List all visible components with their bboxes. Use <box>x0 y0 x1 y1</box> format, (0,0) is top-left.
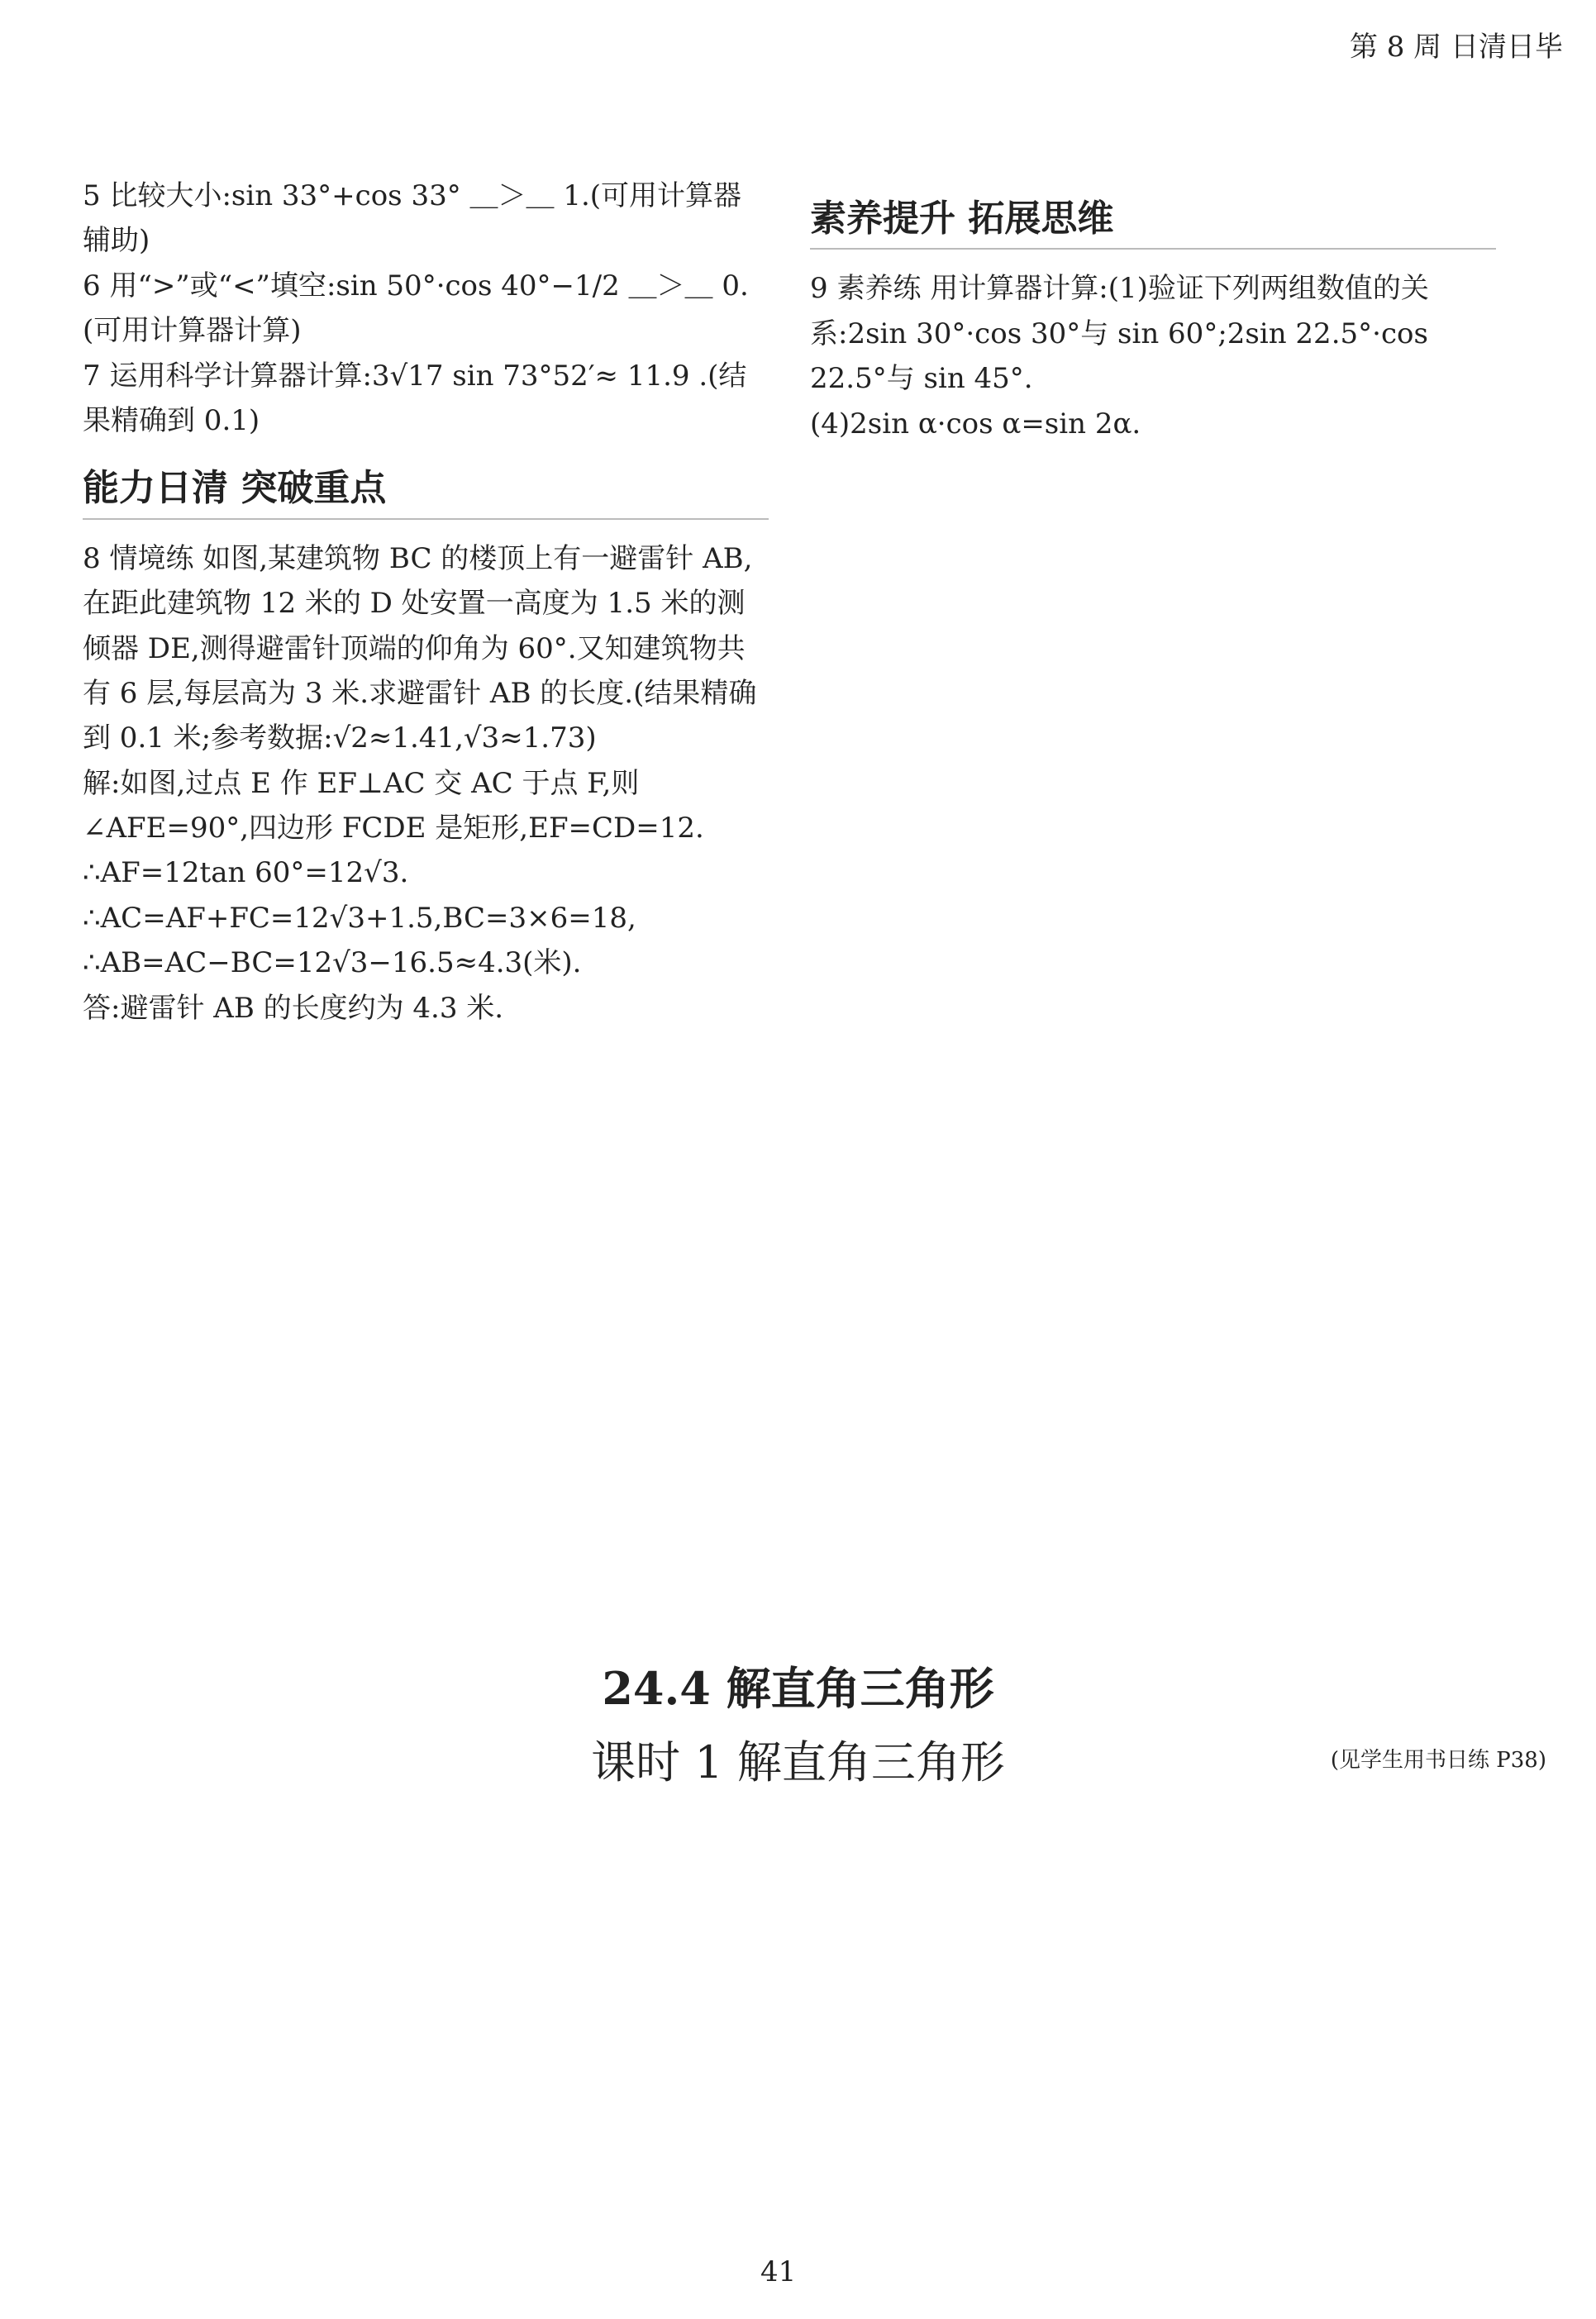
right-column <box>810 174 1496 446</box>
section-title: 24.4 解直角三角形 <box>602 1662 994 1715</box>
header: 第 8 周 日清日毕 <box>1349 31 1563 64</box>
sec-title: 素养提升 拓展思维 <box>810 190 1496 250</box>
sol-4: ∴AB=AC−BC=12√3−16.5≈4.3(米). <box>83 946 582 980</box>
lesson: 课时 1 解直角三角形 <box>591 1736 1005 1788</box>
q7: 7 运用科学计算器计算:3√17 sin 73°52′≈ 11.9 .(结果精确到 0.1) <box>83 359 747 437</box>
q6: 6 用“>”或“<”填空:sin 50°·cos 40°−1/2 ＿＞＿ 0.(可用计算器计算) <box>83 269 749 348</box>
sol-3: ∴AC=AF+FC=12√3+1.5,BC=3×6=18, <box>83 901 636 935</box>
left-column <box>83 174 769 1031</box>
sol-1: 解:如图,过点 E 作 EF⊥AC 交 AC 于点 F,则∠AFE=90°,四边形 FCDE 是矩形,EF=CD=12. <box>83 766 704 845</box>
q9: 9 素养练 用计算器计算:(1)验证下列两组数值的关系:2sin 30°·cos 30°与 sin 60°;2sin 22.5°·cos 22.5°与 sin 45°. <box>810 272 1429 396</box>
q8: 8 情境练 如图,某建筑物 BC 的楼顶上有一避雷针 AB,在距此建筑物 12 米的 D 处安置一高度为 1.5 米的测倾器 DE,测得避雷针顶端的仰角为 60°.又知建筑物共有 6 层,每层高为 3 米.求避雷针 AB 的长度.(结果精确到 0.1 米;参考数据:√2≈1.41,√3≈1.73) <box>83 541 757 755</box>
q5: 5 比较大小:sin 33°+cos 33° ＿＞＿ 1.(可用计算器辅助) <box>83 179 742 258</box>
sol-2: ∴AF=12tan 60°=12√3. <box>83 856 409 890</box>
ref: (见学生用书日练 P38) <box>1330 1748 1546 1773</box>
q9-sol: (4)2sin α·cos α=sin 2α. <box>810 407 1141 440</box>
sol-5: 答:避雷针 AB 的长度约为 4.3 米. <box>83 991 504 1025</box>
page-number: 41 <box>760 2255 797 2288</box>
sec-title: 能力日清 突破重点 <box>83 460 769 519</box>
